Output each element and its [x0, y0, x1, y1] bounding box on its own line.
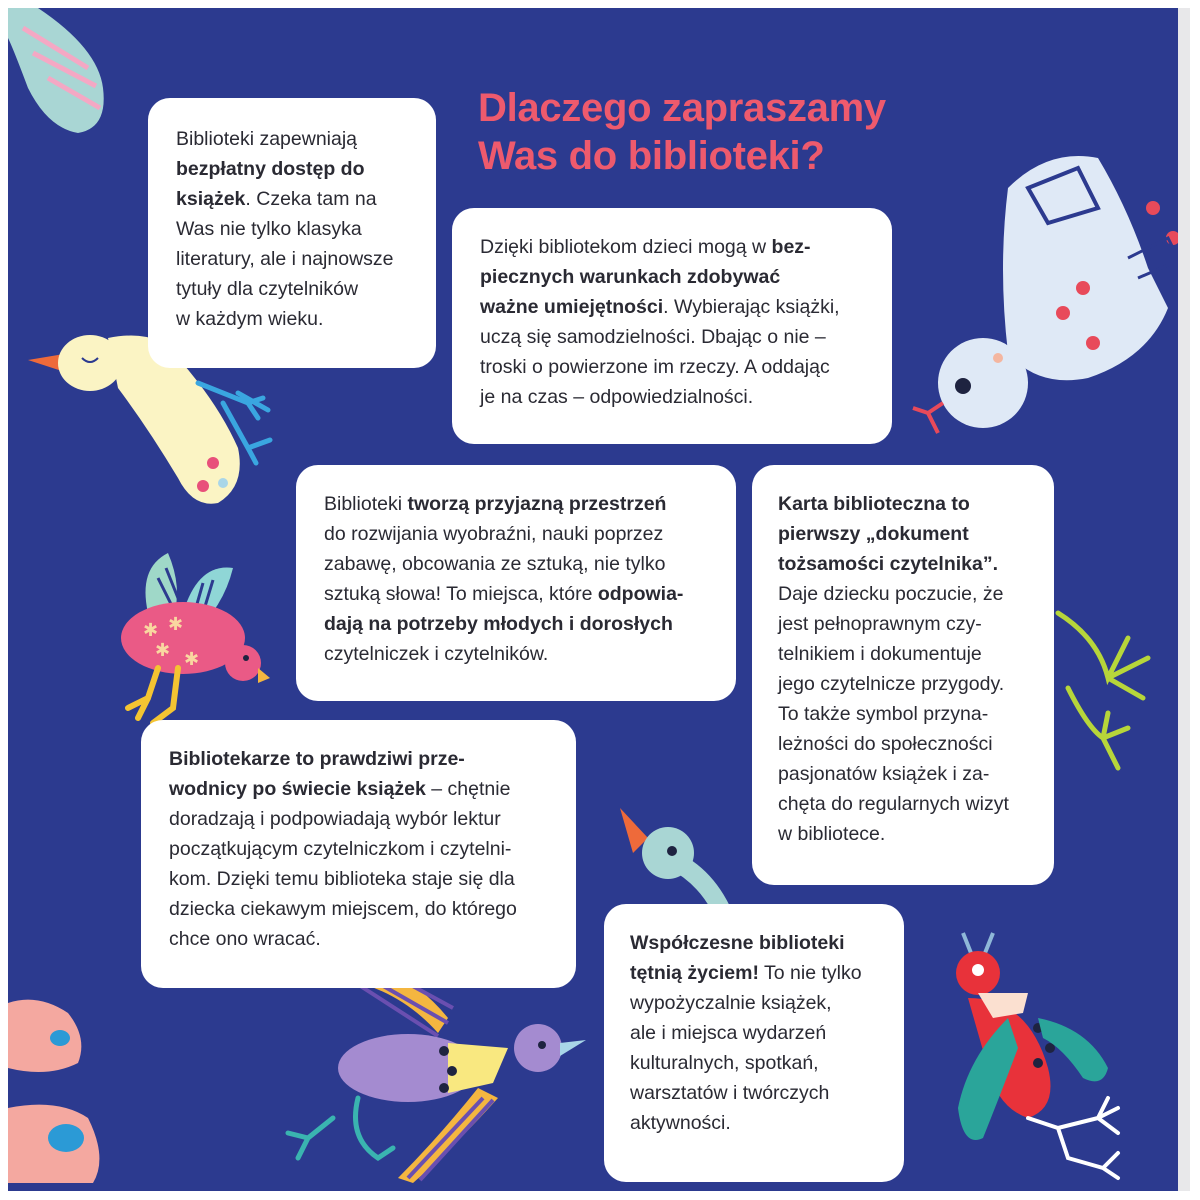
card-text-segment: Biblioteki	[324, 493, 408, 515]
svg-text:✱: ✱	[168, 614, 184, 635]
card-librarians	[141, 720, 576, 988]
svg-text:✱: ✱	[143, 620, 159, 641]
card-safe-skills	[452, 208, 892, 444]
card-text	[630, 928, 896, 1138]
card-friendly-space	[296, 465, 736, 701]
striped-feather-icon	[8, 8, 104, 133]
green-feet-icon	[1058, 613, 1148, 768]
page-title	[478, 84, 938, 180]
card-bold-segment: Współczesne biblioteki tętnią życiem!	[630, 932, 845, 984]
card-bold-segment: Karta biblioteczna to pierwszy „dokument tożsamości czytelnika”.	[778, 493, 999, 575]
card-text	[169, 744, 564, 954]
card-text-segment: do rozwijania wyobraźni, nauki poprzez zabawę, obcowania ze sztuką, nie tylko sztuką słowa! To miejsca, które	[324, 523, 666, 605]
card-bold-segment: odpowia- dają na potrzeby młodych i dorosłych	[324, 583, 684, 635]
card-bold-segment: bez- piecznych warunkach zdobywać ważne umiejętności	[480, 236, 811, 318]
card-text-segment: . Czeka tam na Was nie tylko klasyka literatury, ale i najnowsze tytuły dla czytelników w każdym wieku.	[176, 188, 394, 330]
card-bold-segment: Bibliotekarze to prawdziwi prze- wodnicy po świecie książek	[169, 748, 465, 800]
svg-text:✱: ✱	[155, 640, 171, 661]
card-text-segment: czytelniczek i czytelników.	[324, 643, 549, 665]
card-library-card	[752, 465, 1054, 885]
card-text-segment: Biblioteki zapewniają	[176, 128, 358, 150]
pink-paw-icon	[8, 1000, 99, 1183]
red-bird-icon	[956, 933, 1118, 1178]
card-text	[778, 489, 1046, 849]
title-line-1: Dlaczego zapraszamy	[478, 86, 886, 130]
poster-page	[8, 8, 1190, 1191]
title-line-2: Was do biblioteki?	[478, 134, 825, 178]
card-text	[480, 232, 882, 412]
card-text-segment: – chętnie doradzają i podpowiadają wybór lektur początkującym czytelniczkom i czytelni- kom. Dzięki temu biblioteka staje się dla dziecka ciekawym miejscem, do którego chce ono wracać.	[169, 778, 517, 950]
card-bold-segment: tworzą przyjazną przestrzeń	[407, 493, 667, 515]
card-text-segment: To nie tylko wypożyczalnie książek, ale i miejsca wydarzeń kulturalnych, spotkań, warsztatów i twórczych aktywności.	[630, 962, 862, 1134]
card-free-access	[148, 98, 436, 368]
card-text	[176, 124, 418, 334]
card-text-segment: . Wybierając książki, uczą się samodzielności. Dbając o nie – troski o powierzone im rzeczy. A oddając je na czas – odpowiedzialności.	[480, 296, 840, 408]
pink-bee-icon	[121, 553, 270, 723]
card-bold-segment: bezpłatny dostęp do książek	[176, 158, 365, 210]
card-text-segment: Dzięki bibliotekom dzieci mogą w	[480, 236, 772, 258]
card-modern-libraries	[604, 904, 904, 1182]
card-text	[324, 489, 726, 669]
card-text-segment: Daje dziecku poczucie, że jest pełnoprawnym czy- telnikiem i dokumentuje jego czytelnicze przygody. To także symbol przyna- leżności do społeczności pasjonatów książek i za- chęta do regularnych wizyt w bibliotece.	[778, 583, 1009, 845]
svg-text:✱: ✱	[184, 649, 200, 670]
white-dove-icon	[913, 156, 1180, 433]
